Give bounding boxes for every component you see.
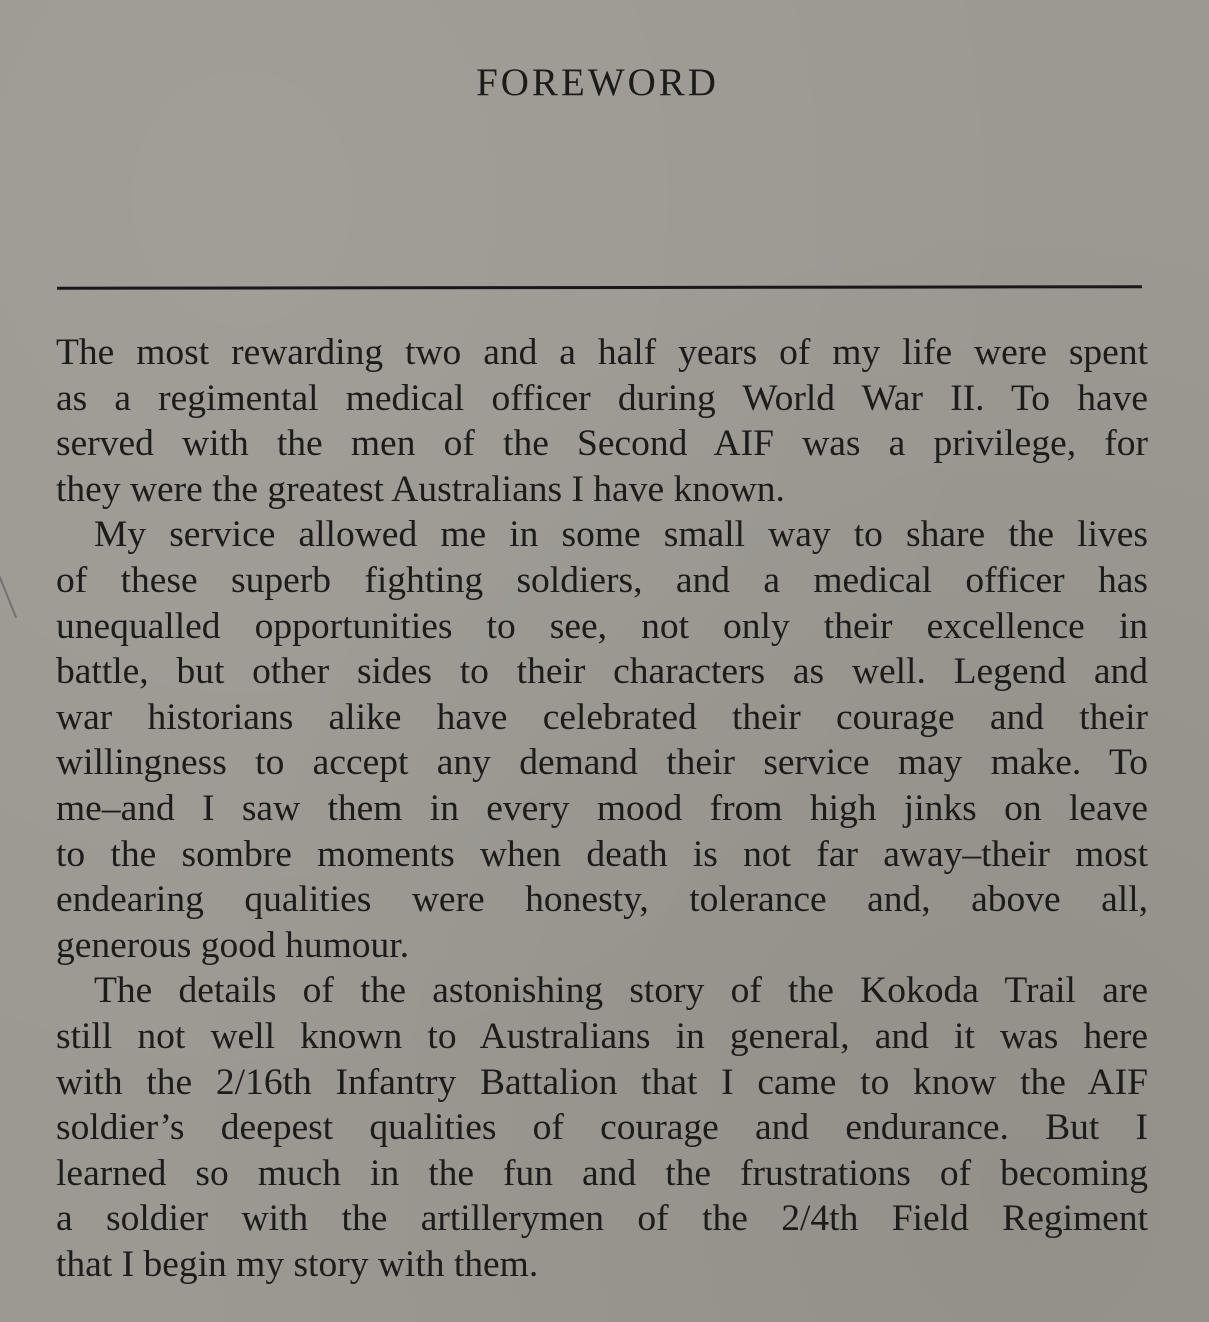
- foreword-body: [56, 330, 1148, 1287]
- text-line: as a regimental medical officer during World War II. To have: [56, 377, 1148, 419]
- paper-crease-mark: [0, 562, 17, 618]
- paragraph-1: [56, 330, 1148, 512]
- text-line: soldier’s deepest qualities of courage and endurance. But I: [56, 1107, 1148, 1149]
- text-line: endearing qualities were honesty, tolerance and, above all,: [56, 879, 1148, 921]
- text-line: learned so much in the fun and the frustrations of becoming: [56, 1152, 1148, 1194]
- paragraph-2: [56, 512, 1148, 968]
- text-line: war historians alike have celebrated their courage and their: [56, 696, 1148, 738]
- text-line: battle, but other sides to their characters as well. Legend and: [56, 651, 1148, 693]
- page-heading: FOREWORD: [476, 61, 719, 104]
- text-line: The most rewarding two and a half years of my life were spent: [56, 332, 1148, 373]
- text-line: to the sombre moments when death is not far away–their most: [56, 833, 1148, 875]
- text-line: of these superb fighting soldiers, and a medical officer has: [56, 559, 1148, 601]
- text-line: willingness to accept any demand their service may make. To: [56, 742, 1148, 784]
- text-line: The details of the astonishing story of the Kokoda Trail are: [94, 970, 1148, 1012]
- text-line: me–and I saw them in every mood from high jinks on leave: [56, 787, 1148, 829]
- text-line: My service allowed me in some small way to share the lives: [94, 514, 1148, 556]
- text-line: served with the men of the Second AIF was a privilege, for: [56, 423, 1148, 465]
- text-line: that I begin my story with them.: [56, 1243, 539, 1285]
- text-line: they were the greatest Australians I have known.: [56, 468, 785, 510]
- text-line: generous good humour.: [56, 924, 410, 966]
- heading-rule: [57, 285, 1142, 290]
- text-line: a soldier with the artillerymen of the 2/4th Field Regiment: [56, 1198, 1148, 1240]
- text-line: unequalled opportunities to see, not only their excellence in: [56, 605, 1148, 647]
- text-line: still not well known to Australians in general, and it was here: [56, 1015, 1148, 1057]
- text-line: with the 2/16th Infantry Battalion that I came to know the AIF: [56, 1061, 1148, 1103]
- paragraph-3: [56, 968, 1148, 1287]
